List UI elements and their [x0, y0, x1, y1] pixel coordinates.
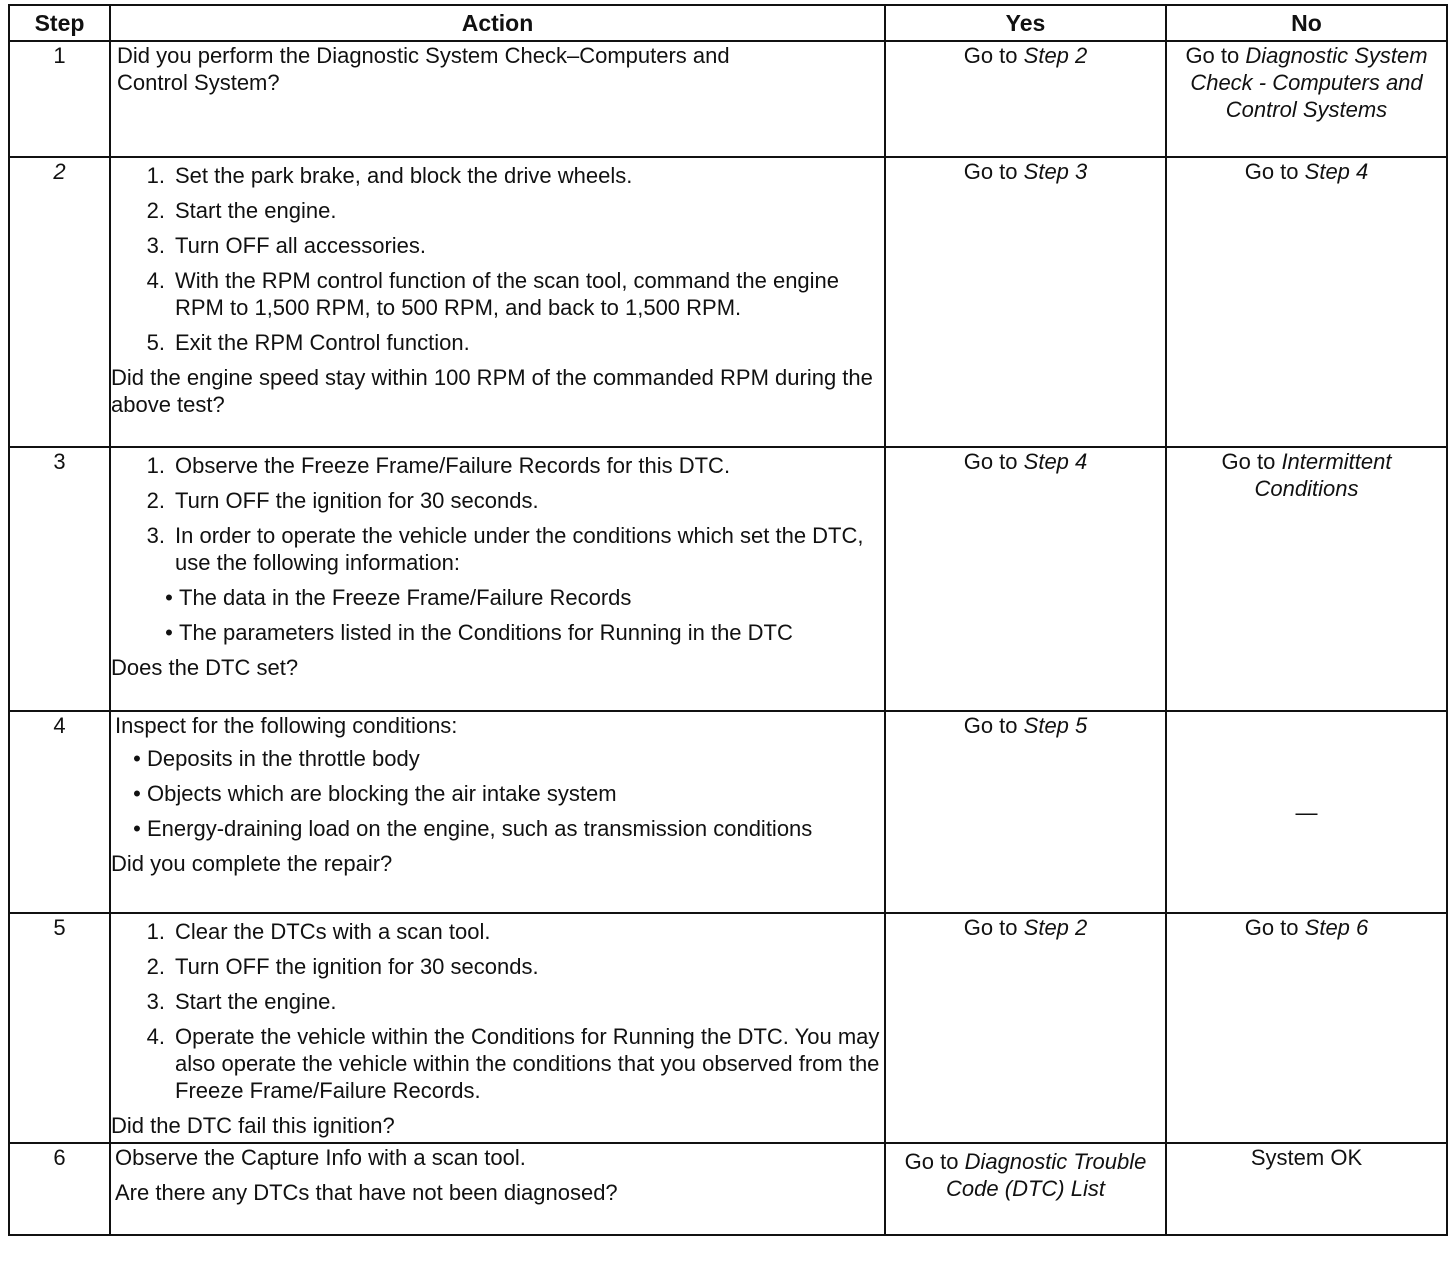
- list-item: 3. In order to operate the vehicle under the conditions which set the DTC, use the following information:: [146, 523, 864, 575]
- list-item: 2. Turn OFF the ignition for 30 seconds.: [146, 954, 539, 979]
- header-row: [9, 5, 1447, 41]
- table-row: [9, 447, 1447, 711]
- action-cell: [110, 41, 885, 157]
- step-number: 2: [53, 159, 66, 184]
- action-cell: [110, 157, 885, 447]
- action-question: Did you complete the repair?: [111, 851, 393, 876]
- step-number: 1: [53, 43, 66, 68]
- no-cell: [1166, 157, 1447, 447]
- no-prefix: Go to: [1244, 159, 1299, 184]
- bullet-item: • The parameters listed in the Conditions for Running in the DTC: [165, 620, 793, 645]
- step-number: 5: [53, 915, 66, 940]
- no-cell: [1166, 1143, 1447, 1235]
- bullet-item: • The data in the Freeze Frame/Failure Records: [165, 585, 632, 610]
- list-item: 1. Clear the DTCs with a scan tool.: [146, 919, 491, 944]
- no-cell: [1166, 711, 1447, 913]
- yes-cell: [885, 447, 1166, 711]
- table-row: [9, 157, 1447, 447]
- yes-cell: [885, 711, 1166, 913]
- list-item: 1. Observe the Freeze Frame/Failure Records for this DTC.: [146, 453, 731, 478]
- action-cell: [110, 1143, 885, 1235]
- no-cell: [1166, 913, 1447, 1143]
- yes-ref-link[interactable]: Step 3: [1023, 159, 1088, 184]
- step-cell: [9, 1143, 110, 1235]
- action-intro: Observe the Capture Info with a scan tool.: [115, 1145, 526, 1170]
- no-ref-link[interactable]: Diagnostic System Check - Computers and Control Systems: [1190, 43, 1428, 122]
- step-cell: [9, 157, 110, 447]
- no-cell: [1166, 447, 1447, 711]
- bullet-item: • Energy-draining load on the engine, such as transmission conditions: [133, 816, 813, 841]
- step-number: 3: [53, 449, 66, 474]
- list-item: 5. Exit the RPM Control function.: [146, 330, 470, 355]
- yes-prefix: Go to: [963, 449, 1018, 474]
- no-prefix: Go to: [1185, 43, 1240, 68]
- table-row: [9, 1143, 1447, 1235]
- header-step: Step: [9, 5, 110, 41]
- yes-ref-link[interactable]: Step 2: [1023, 43, 1088, 68]
- yes-prefix: Go to: [963, 915, 1018, 940]
- list-item: 2. Turn OFF the ignition for 30 seconds.: [146, 488, 539, 513]
- yes-cell: [885, 157, 1166, 447]
- no-text: System OK: [1250, 1145, 1363, 1170]
- list-item: 2. Start the engine.: [146, 198, 337, 223]
- bullet-item: • Objects which are blocking the air intake system: [133, 781, 617, 806]
- list-item: 1. Set the park brake, and block the drive wheels.: [146, 163, 633, 188]
- yes-prefix: Go to: [963, 43, 1018, 68]
- action-question: Did the engine speed stay within 100 RPM of the commanded RPM during the above test?: [111, 365, 873, 417]
- table-row: [9, 711, 1447, 913]
- yes-cell: [885, 41, 1166, 157]
- yes-prefix: Go to: [963, 159, 1018, 184]
- table-row: [9, 913, 1447, 1143]
- step-cell: [9, 41, 110, 157]
- list-item: 3. Start the engine.: [146, 989, 337, 1014]
- action-question: Does the DTC set?: [111, 655, 299, 680]
- header-action: Action: [110, 5, 885, 41]
- yes-cell: [885, 1143, 1166, 1235]
- action-intro: Inspect for the following conditions:: [115, 713, 458, 738]
- action-cell: [110, 711, 885, 913]
- list-item: 3. Turn OFF all accessories.: [146, 233, 427, 258]
- yes-ref-link[interactable]: Step 4: [1023, 449, 1088, 474]
- yes-ref-link[interactable]: Step 5: [1023, 713, 1088, 738]
- yes-prefix: Go to: [904, 1149, 959, 1174]
- bullet-item: • Deposits in the throttle body: [133, 746, 420, 771]
- no-ref-link[interactable]: Intermittent Conditions: [1254, 449, 1392, 501]
- no-cell: [1166, 41, 1447, 157]
- header-yes: Yes: [885, 5, 1166, 41]
- diagnostic-table: [8, 4, 1448, 1236]
- step-cell: [9, 711, 110, 913]
- action-cell: [110, 447, 885, 711]
- action-question: Did the DTC fail this ignition?: [111, 1113, 395, 1138]
- yes-ref-link[interactable]: Step 2: [1023, 915, 1088, 940]
- no-text: —: [1295, 799, 1318, 825]
- yes-cell: [885, 913, 1166, 1143]
- action-question: Did you perform the Diagnostic System Check–Computers and Control System?: [117, 43, 730, 95]
- action-question: Are there any DTCs that have not been diagnosed?: [115, 1180, 618, 1205]
- no-ref-link[interactable]: Step 4: [1304, 159, 1369, 184]
- no-ref-link[interactable]: Step 6: [1304, 915, 1369, 940]
- step-cell: [9, 447, 110, 711]
- yes-prefix: Go to: [963, 713, 1018, 738]
- action-cell: [110, 913, 885, 1143]
- no-prefix: Go to: [1244, 915, 1299, 940]
- yes-ref-link[interactable]: Diagnostic Trouble Code (DTC) List: [946, 1149, 1147, 1201]
- table-row: [9, 41, 1447, 157]
- header-no: No: [1166, 5, 1447, 41]
- list-item: 4. With the RPM control function of the scan tool, command the engine RPM to 1,500 RPM, to 500 RPM, and back to 1,500 RPM.: [146, 268, 840, 320]
- step-cell: [9, 913, 110, 1143]
- no-prefix: Go to: [1221, 449, 1276, 474]
- list-item: 4. Operate the vehicle within the Conditions for Running the DTC. You may also operate the vehicle within the conditions that you observed from the Freeze Frame/Failure Records.: [146, 1024, 880, 1103]
- step-number: 4: [53, 713, 66, 738]
- step-number: 6: [53, 1145, 66, 1170]
